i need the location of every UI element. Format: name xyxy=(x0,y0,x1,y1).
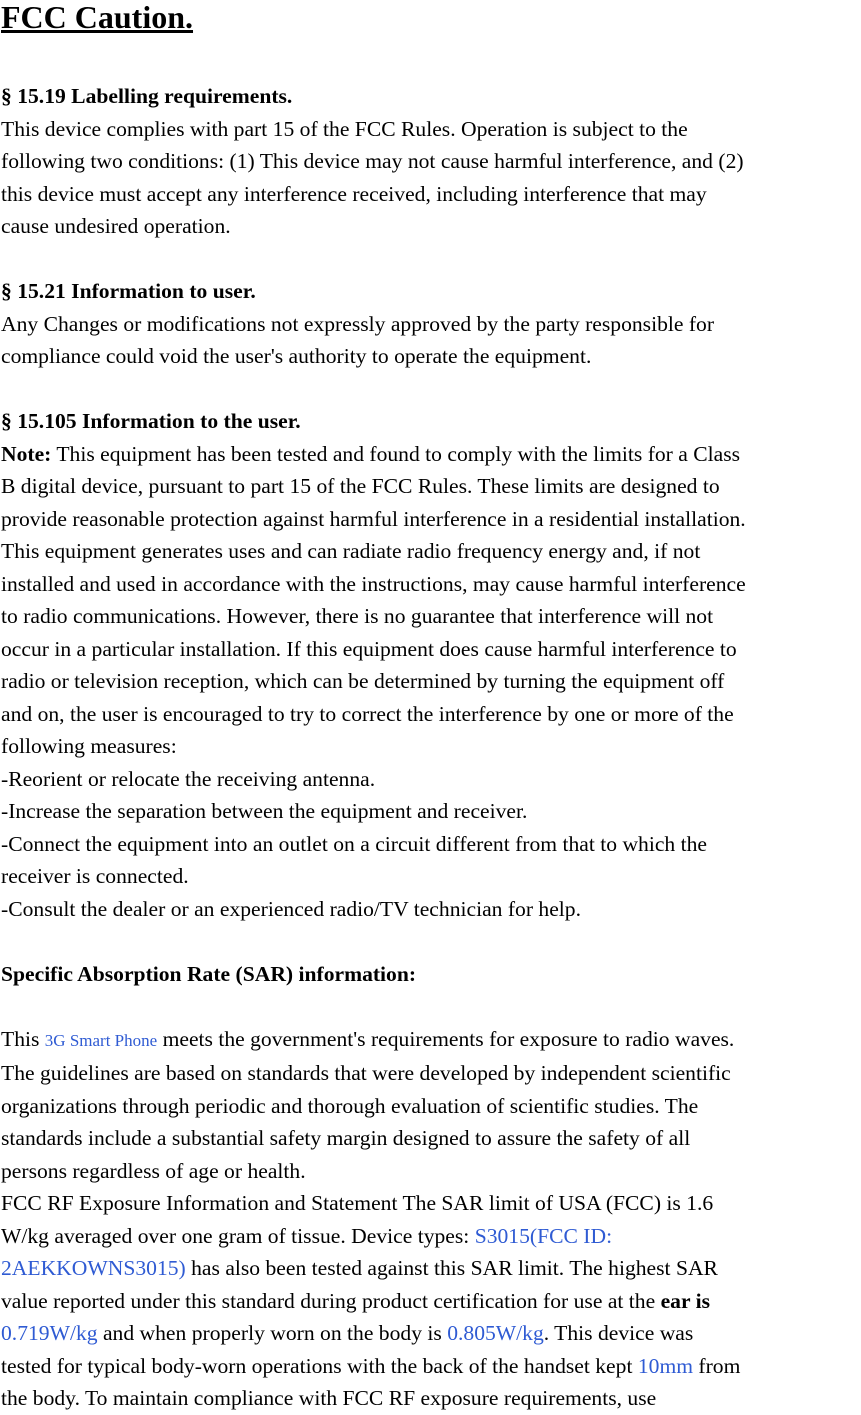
sar-text: tested for typical body-worn operations with the back of the handset kept xyxy=(1,1353,638,1378)
sar-text: . This device was xyxy=(543,1321,694,1345)
sar-line xyxy=(1,1023,861,1058)
device-type: S3015(FCC ID: xyxy=(474,1223,613,1248)
section-15-105-line: radio or television reception, which can be determined by turning the equipment off xyxy=(1,669,725,693)
page-title: FCC Caution. xyxy=(1,0,194,35)
body-sar-value: 0.805W/kg xyxy=(447,1321,544,1345)
section-15-19-line: following two conditions: (1) This device may not cause harmful interference, and (2) xyxy=(1,149,744,173)
note-label: Note: xyxy=(1,441,52,466)
sar-line: the body. To maintain compliance with FCC RF exposure requirements, use xyxy=(1,1386,657,1410)
sar-heading: Specific Absorption Rate (SAR) information: xyxy=(1,961,417,986)
section-15-21-line: Any Changes or modifications not expressly approved by the party responsible for xyxy=(1,311,715,336)
section-15-105-line: following measures: xyxy=(1,734,177,758)
sar-line: organizations through periodic and thorough evaluation of scientific studies. The xyxy=(1,1093,699,1118)
section-15-21-heading: § 15.21 Information to user. xyxy=(1,279,256,303)
measure-item: -Connect the equipment into an outlet on a circuit different from that to which the xyxy=(1,831,707,856)
section-15-19-line: this device must accept any interference received, including interference that may xyxy=(1,181,707,206)
section-15-19-line: cause undesired operation. xyxy=(1,214,231,238)
measure-item: -Increase the separation between the equipment and receiver. xyxy=(1,799,528,823)
sar-line: FCC RF Exposure Information and Statement The SAR limit of USA (FCC) is 1.6 xyxy=(1,1191,714,1215)
sar-text: and when properly worn on the body is xyxy=(97,1321,448,1345)
sar-line xyxy=(1,1220,861,1253)
sar-line xyxy=(1,1285,861,1318)
section-15-105-line: This equipment generates uses and can radiate radio frequency energy and, if not xyxy=(1,539,701,563)
section-15-21-line: compliance could void the user's authority to operate the equipment. xyxy=(1,344,592,368)
sar-text: meets the government's requirements for exposure to radio waves. xyxy=(157,1026,735,1051)
measure-item-continued: receiver is connected. xyxy=(1,864,189,888)
section-15-105-line: provide reasonable protection against harmful interference in a residential installation. xyxy=(1,506,746,531)
sar-text: This xyxy=(1,1026,45,1051)
sar-text: W/kg averaged over one gram of tissue. Device types: xyxy=(1,1223,475,1248)
sar-line xyxy=(1,1350,861,1383)
note-text: This equipment has been tested and found to comply with the limits for a Class xyxy=(51,441,741,466)
section-15-105-heading: § 15.105 Information to the user. xyxy=(1,409,301,433)
ear-label: ear is xyxy=(660,1288,710,1313)
measure-item: -Consult the dealer or an experienced radio/TV technician for help. xyxy=(1,896,582,921)
section-15-105-line: and on, the user is encouraged to try to correct the interference by one or more of the xyxy=(1,701,734,726)
section-15-105-line: to radio communications. However, there is no guarantee that interference will not xyxy=(1,604,714,628)
ear-sar-value: 0.719W/kg xyxy=(1,1321,98,1345)
sar-line xyxy=(1,1252,861,1285)
section-15-105-line: occur in a particular installation. If this equipment does cause harmful interference to xyxy=(1,636,737,661)
section-15-19-line: This device complies with part 15 of the FCC Rules. Operation is subject to the xyxy=(1,116,688,141)
sar-line: standards include a substantial safety margin designed to assure the safety of all xyxy=(1,1126,691,1150)
section-15-105-line: installed and used in accordance with the instructions, may cause harmful interference xyxy=(1,571,746,596)
measure-item: -Reorient or relocate the receiving antenna. xyxy=(1,766,376,791)
sar-line xyxy=(1,1317,861,1350)
section-15-105-note xyxy=(1,438,861,471)
sar-text: value reported under this standard during product certification for use at the xyxy=(1,1288,661,1313)
body-distance: 10mm xyxy=(637,1353,694,1378)
section-15-105-line: B digital device, pursuant to part 15 of the FCC Rules. These limits are designed to xyxy=(1,474,720,498)
sar-text: from xyxy=(693,1353,741,1378)
product-name: 3G Smart Phone xyxy=(44,1030,158,1050)
sar-line: The guidelines are based on standards that were developed by independent scientific xyxy=(1,1061,731,1085)
section-15-19-heading: § 15.19 Labelling requirements. xyxy=(1,84,293,108)
sar-text: has also been tested against this SAR limit. The highest SAR xyxy=(185,1256,718,1280)
device-fcc-id: 2AEKKOWNS3015) xyxy=(1,1256,186,1280)
sar-line: persons regardless of age or health. xyxy=(1,1158,306,1183)
